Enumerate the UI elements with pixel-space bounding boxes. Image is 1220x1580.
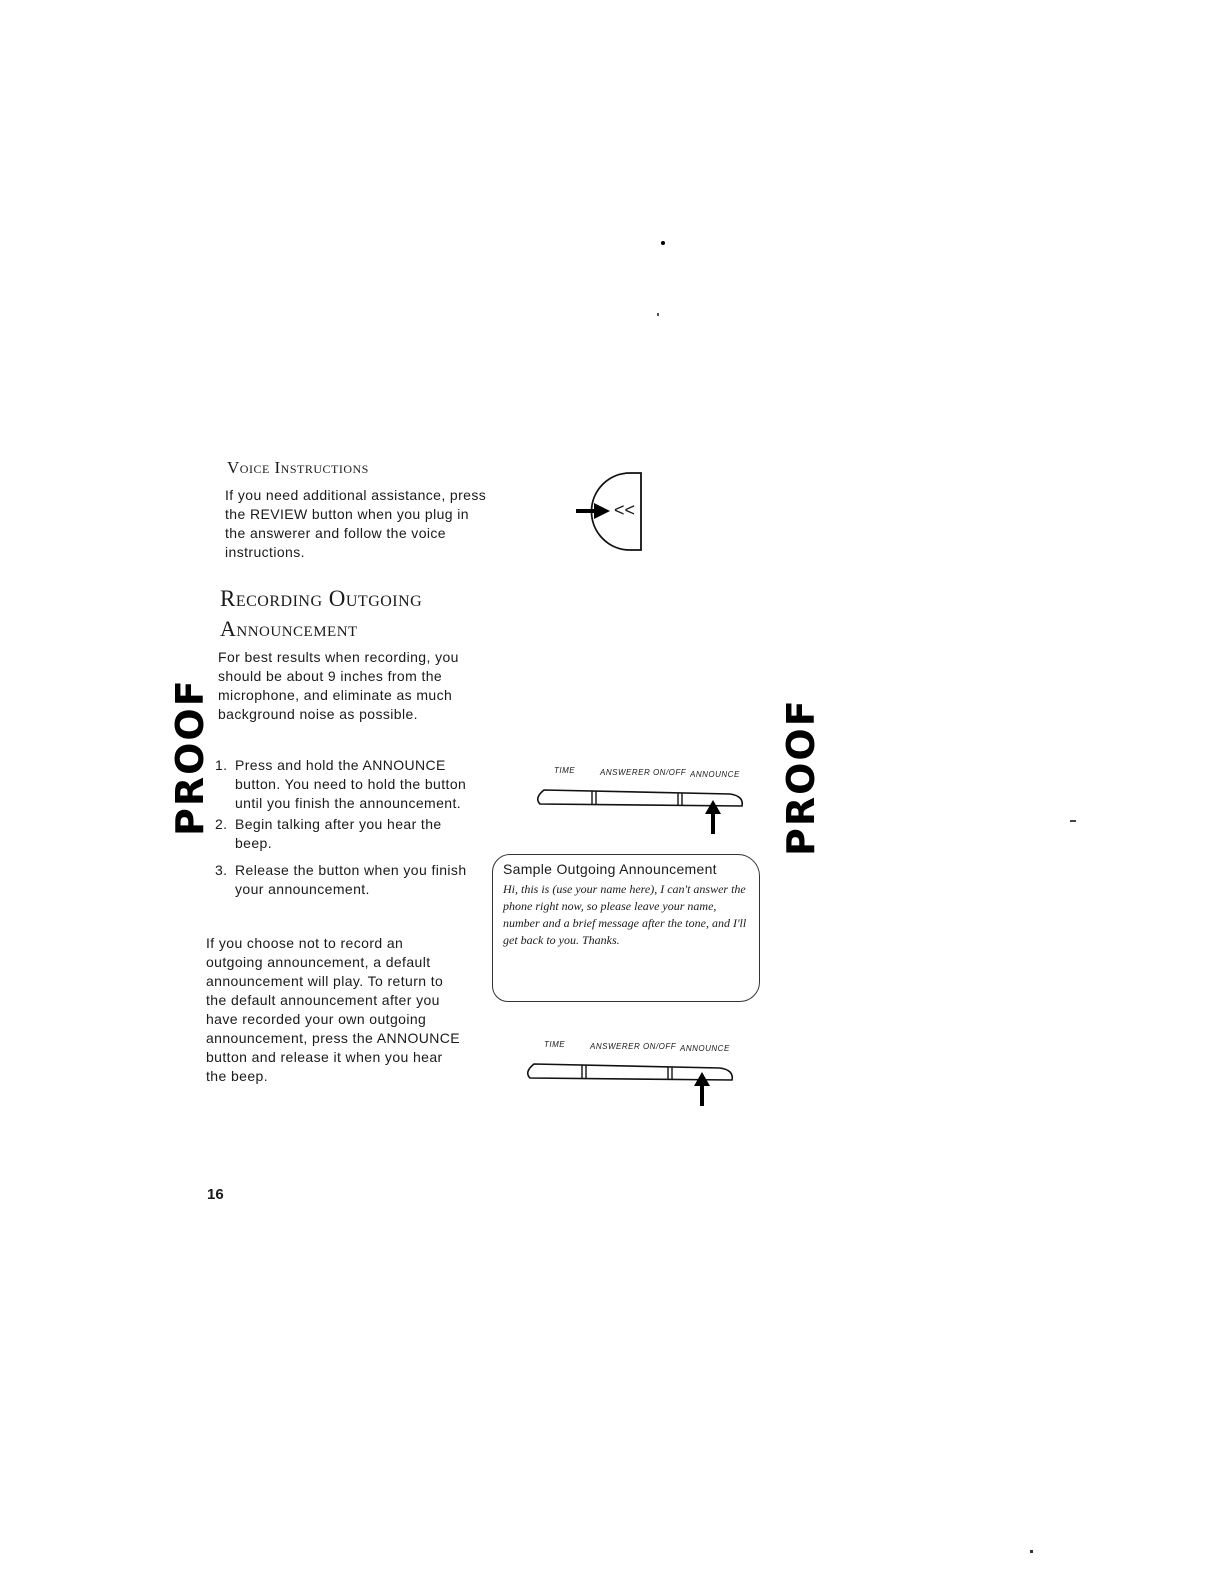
steps-list xyxy=(215,756,467,899)
recording-heading-line2: Announcement xyxy=(220,616,358,641)
step-text: Press and hold the ANNOUNCE button. You need to hold the button until you finish the announcement. xyxy=(235,757,467,811)
proof-mark-left: PROOF xyxy=(168,678,212,836)
scan-speck xyxy=(1030,1550,1033,1553)
step-number: 2. xyxy=(215,816,228,832)
sample-text: Hi, this is (use your name here), I can't answer the phone right now, so please leave your name, number and a brief message after the tone, and I'll get back to you. Thanks. xyxy=(503,882,747,947)
panel-label-time: TIME xyxy=(544,1040,566,1049)
panel-label-answerer: ANSWERER ON/OFF xyxy=(590,1042,677,1051)
page-number: 16 xyxy=(207,1186,224,1203)
panel-label-time: TIME xyxy=(554,766,576,775)
default-announcement-note: If you choose not to record an outgoing announcement, a default announcement will play. To return to the default announcement after you have recorded your own outgoing announcement, press the ANNOUNCE button and release it when you hear the beep. xyxy=(206,935,461,1084)
control-panel-top xyxy=(530,766,760,838)
panel-label-announce: ANNOUNCE xyxy=(680,1044,730,1053)
step-text: Begin talking after you hear the beep. xyxy=(235,816,442,851)
step-number: 1. xyxy=(215,757,228,773)
sample-announcement-box xyxy=(492,854,760,1002)
scan-speck xyxy=(657,313,659,316)
recording-heading-line1: Recording Outgoing xyxy=(220,586,423,611)
voice-instructions-heading: Voice Instructions xyxy=(227,458,369,477)
step-item xyxy=(215,815,467,853)
voice-instructions-body: If you need additional assistance, press the REVIEW button when you plug in the answerer and follow the voice instructions. xyxy=(225,487,487,560)
step-text: Release the button when you finish your announcement. xyxy=(235,862,467,897)
proof-mark-right: PROOF xyxy=(779,698,823,856)
panel-label-announce: ANNOUNCE xyxy=(690,770,740,779)
scan-speck xyxy=(1070,820,1076,822)
step-number: 3. xyxy=(215,862,228,878)
scan-speck xyxy=(661,241,665,245)
panel-label-answerer: ANSWERER ON/OFF xyxy=(600,768,687,777)
control-panel-bottom xyxy=(520,1040,750,1112)
step-item xyxy=(215,756,467,813)
sample-title: Sample Outgoing Announcement xyxy=(503,861,717,877)
step-item xyxy=(215,861,467,899)
recording-intro: For best results when recording, you should be about 9 inches from the microphone, and eliminate as much background noise as possible. xyxy=(218,649,459,722)
rewind-glyph: << xyxy=(614,500,636,520)
review-button-icon xyxy=(570,470,650,552)
